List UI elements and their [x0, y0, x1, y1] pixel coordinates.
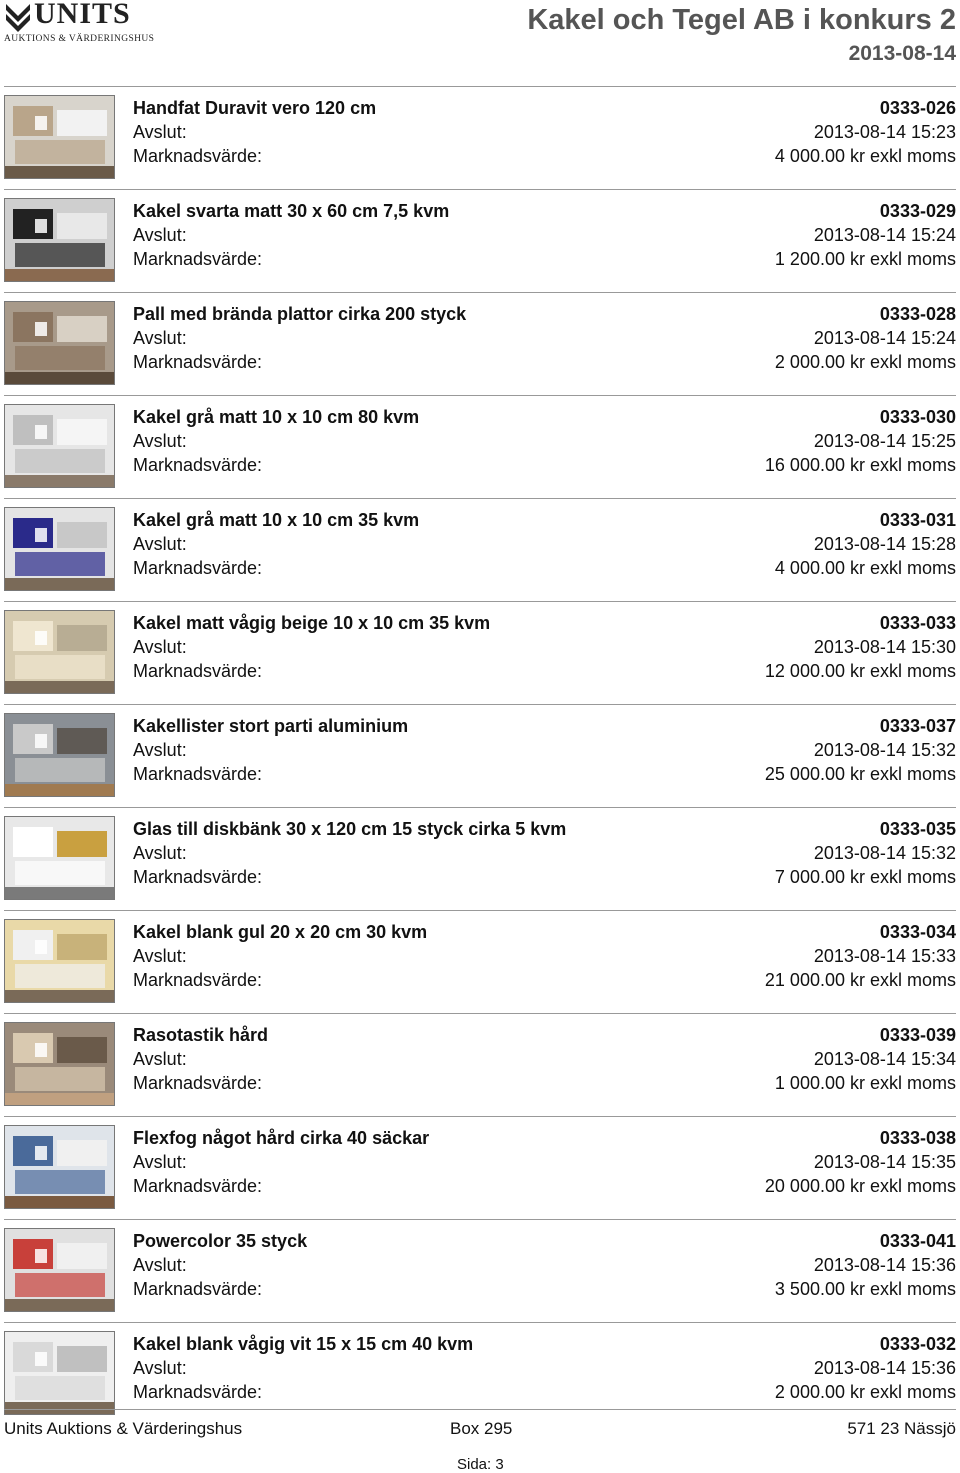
end-time: 2013-08-14 15:23	[813, 122, 956, 142]
list-item	[4, 705, 956, 808]
item-title: Glas till diskbänk 30 x 120 cm 15 styck cirka 5 kvm	[133, 819, 567, 839]
market-value-label: Marknadsvärde:	[133, 1279, 263, 1299]
item-number: 0333-041	[879, 1231, 956, 1251]
list-item	[4, 1014, 956, 1117]
end-time: 2013-08-14 15:30	[813, 637, 956, 657]
item-info	[133, 199, 956, 271]
market-value: 1 000.00 kr exkl moms	[774, 1073, 956, 1093]
end-label: Avslut:	[133, 740, 187, 760]
end-label: Avslut:	[133, 946, 187, 966]
item-info	[133, 96, 956, 168]
item-photo-image	[5, 611, 115, 694]
market-value: 3 500.00 kr exkl moms	[774, 1279, 956, 1299]
item-number: 0333-029	[879, 201, 956, 221]
end-label: Avslut:	[133, 1152, 187, 1172]
item-list	[0, 87, 960, 1425]
item-number: 0333-035	[879, 819, 956, 839]
market-value: 4 000.00 kr exkl moms	[774, 558, 956, 578]
item-photo	[4, 198, 115, 282]
end-label: Avslut:	[133, 843, 187, 863]
market-value-label: Marknadsvärde:	[133, 970, 263, 990]
item-title: Rasotastik hård	[133, 1025, 269, 1045]
item-photo-image	[5, 405, 115, 488]
item-number: 0333-026	[879, 98, 956, 118]
item-number: 0333-028	[879, 304, 956, 324]
item-photo	[4, 1022, 115, 1106]
item-photo-image	[5, 1126, 115, 1209]
end-time: 2013-08-14 15:36	[813, 1358, 956, 1378]
item-photo	[4, 919, 115, 1003]
end-time: 2013-08-14 15:24	[813, 328, 956, 348]
document-date: 2013-08-14	[848, 42, 956, 65]
end-time: 2013-08-14 15:35	[813, 1152, 956, 1172]
item-photo	[4, 1331, 115, 1415]
market-value: 20 000.00 kr exkl moms	[764, 1176, 956, 1196]
item-title: Pall med brända plattor cirka 200 styck	[133, 304, 467, 324]
item-photo-image	[5, 302, 115, 385]
market-value-label: Marknadsvärde:	[133, 558, 263, 578]
item-number: 0333-033	[879, 613, 956, 633]
item-info	[133, 1229, 956, 1301]
item-photo	[4, 1125, 115, 1209]
item-info	[133, 920, 956, 992]
footer-box: Box 295	[450, 1419, 513, 1438]
item-title: Handfat Duravit vero 120 cm	[133, 98, 377, 118]
market-value-label: Marknadsvärde:	[133, 661, 263, 681]
item-info	[133, 302, 956, 374]
item-info	[133, 508, 956, 580]
market-value-label: Marknadsvärde:	[133, 146, 263, 166]
end-label: Avslut:	[133, 328, 187, 348]
market-value: 2 000.00 kr exkl moms	[774, 1382, 956, 1402]
market-value: 12 000.00 kr exkl moms	[764, 661, 956, 681]
item-title: Kakel blank gul 20 x 20 cm 30 kvm	[133, 922, 428, 942]
list-item	[4, 808, 956, 911]
end-label: Avslut:	[133, 1049, 187, 1069]
market-value-label: Marknadsvärde:	[133, 249, 263, 269]
logo-subtitle: AUKTIONS & VÄRDERINGSHUS	[4, 34, 155, 44]
market-value: 1 200.00 kr exkl moms	[774, 249, 956, 269]
list-item	[4, 396, 956, 499]
market-value-label: Marknadsvärde:	[133, 1176, 263, 1196]
item-photo-image	[5, 508, 115, 591]
list-item	[4, 911, 956, 1014]
market-value: 2 000.00 kr exkl moms	[774, 352, 956, 372]
end-time: 2013-08-14 15:33	[813, 946, 956, 966]
logo-mark-icon	[4, 2, 32, 32]
list-item	[4, 1117, 956, 1220]
market-value-label: Marknadsvärde:	[133, 455, 263, 475]
item-photo-image	[5, 1023, 115, 1106]
list-item	[4, 190, 956, 293]
item-info	[133, 611, 956, 683]
document-title: Kakel och Tegel AB i konkurs 2	[527, 4, 956, 36]
item-title: Kakel svarta matt 30 x 60 cm 7,5 kvm	[133, 201, 450, 221]
item-photo-image	[5, 1332, 115, 1415]
item-photo	[4, 713, 115, 797]
page-number: Sida: 3	[457, 1456, 504, 1473]
item-photo-image	[5, 714, 115, 797]
end-label: Avslut:	[133, 637, 187, 657]
list-item	[4, 602, 956, 705]
market-value: 4 000.00 kr exkl moms	[774, 146, 956, 166]
item-title: Kakel grå matt 10 x 10 cm 35 kvm	[133, 510, 420, 530]
end-label: Avslut:	[133, 1255, 187, 1275]
end-time: 2013-08-14 15:34	[813, 1049, 956, 1069]
end-time: 2013-08-14 15:28	[813, 534, 956, 554]
item-photo-image	[5, 1229, 115, 1312]
item-title: Kakel grå matt 10 x 10 cm 80 kvm	[133, 407, 420, 427]
end-label: Avslut:	[133, 431, 187, 451]
end-time: 2013-08-14 15:32	[813, 740, 956, 760]
item-photo	[4, 95, 115, 179]
item-number: 0333-031	[879, 510, 956, 530]
item-number: 0333-034	[879, 922, 956, 942]
item-number: 0333-037	[879, 716, 956, 736]
item-photo	[4, 404, 115, 488]
item-photo-image	[5, 199, 115, 282]
list-item	[4, 87, 956, 190]
list-item	[4, 1220, 956, 1323]
item-title: Kakellister stort parti aluminium	[133, 716, 409, 736]
item-info	[133, 405, 956, 477]
item-number: 0333-030	[879, 407, 956, 427]
item-info	[133, 714, 956, 786]
item-number: 0333-032	[879, 1334, 956, 1354]
item-title: Powercolor 35 styck	[133, 1231, 308, 1251]
item-photo	[4, 1228, 115, 1312]
item-photo	[4, 301, 115, 385]
item-number: 0333-039	[879, 1025, 956, 1045]
item-info	[133, 1023, 956, 1095]
units-logo	[4, 0, 164, 46]
footer-company: Units Auktions & Värderingshus	[4, 1419, 243, 1438]
item-photo	[4, 610, 115, 694]
item-title: Kakel blank vågig vit 15 x 15 cm 40 kvm	[133, 1334, 474, 1354]
item-photo-image	[5, 96, 115, 179]
item-number: 0333-038	[879, 1128, 956, 1148]
list-item	[4, 293, 956, 396]
end-label: Avslut:	[133, 1358, 187, 1378]
end-time: 2013-08-14 15:36	[813, 1255, 956, 1275]
end-label: Avslut:	[133, 225, 187, 245]
list-item	[4, 499, 956, 602]
item-title: Flexfog något hård cirka 40 säckar	[133, 1128, 430, 1148]
item-info	[133, 817, 956, 889]
market-value-label: Marknadsvärde:	[133, 867, 263, 887]
logo-wordmark: UNITS	[34, 0, 131, 30]
market-value: 25 000.00 kr exkl moms	[764, 764, 956, 784]
market-value: 16 000.00 kr exkl moms	[764, 455, 956, 475]
end-time: 2013-08-14 15:24	[813, 225, 956, 245]
footer	[4, 1419, 956, 1441]
market-value: 7 000.00 kr exkl moms	[774, 867, 956, 887]
market-value-label: Marknadsvärde:	[133, 352, 263, 372]
market-value-label: Marknadsvärde:	[133, 764, 263, 784]
footer-divider	[4, 1409, 956, 1410]
item-info	[133, 1126, 956, 1198]
footer-city: 571 23 Nässjö	[847, 1419, 956, 1438]
end-label: Avslut:	[133, 122, 187, 142]
market-value-label: Marknadsvärde:	[133, 1382, 263, 1402]
end-label: Avslut:	[133, 534, 187, 554]
item-title: Kakel matt vågig beige 10 x 10 cm 35 kvm	[133, 613, 491, 633]
item-photo-image	[5, 817, 115, 900]
end-time: 2013-08-14 15:25	[813, 431, 956, 451]
market-value: 21 000.00 kr exkl moms	[764, 970, 956, 990]
item-photo	[4, 507, 115, 591]
item-info	[133, 1332, 956, 1404]
item-photo	[4, 816, 115, 900]
end-time: 2013-08-14 15:32	[813, 843, 956, 863]
item-photo-image	[5, 920, 115, 1003]
market-value-label: Marknadsvärde:	[133, 1073, 263, 1093]
